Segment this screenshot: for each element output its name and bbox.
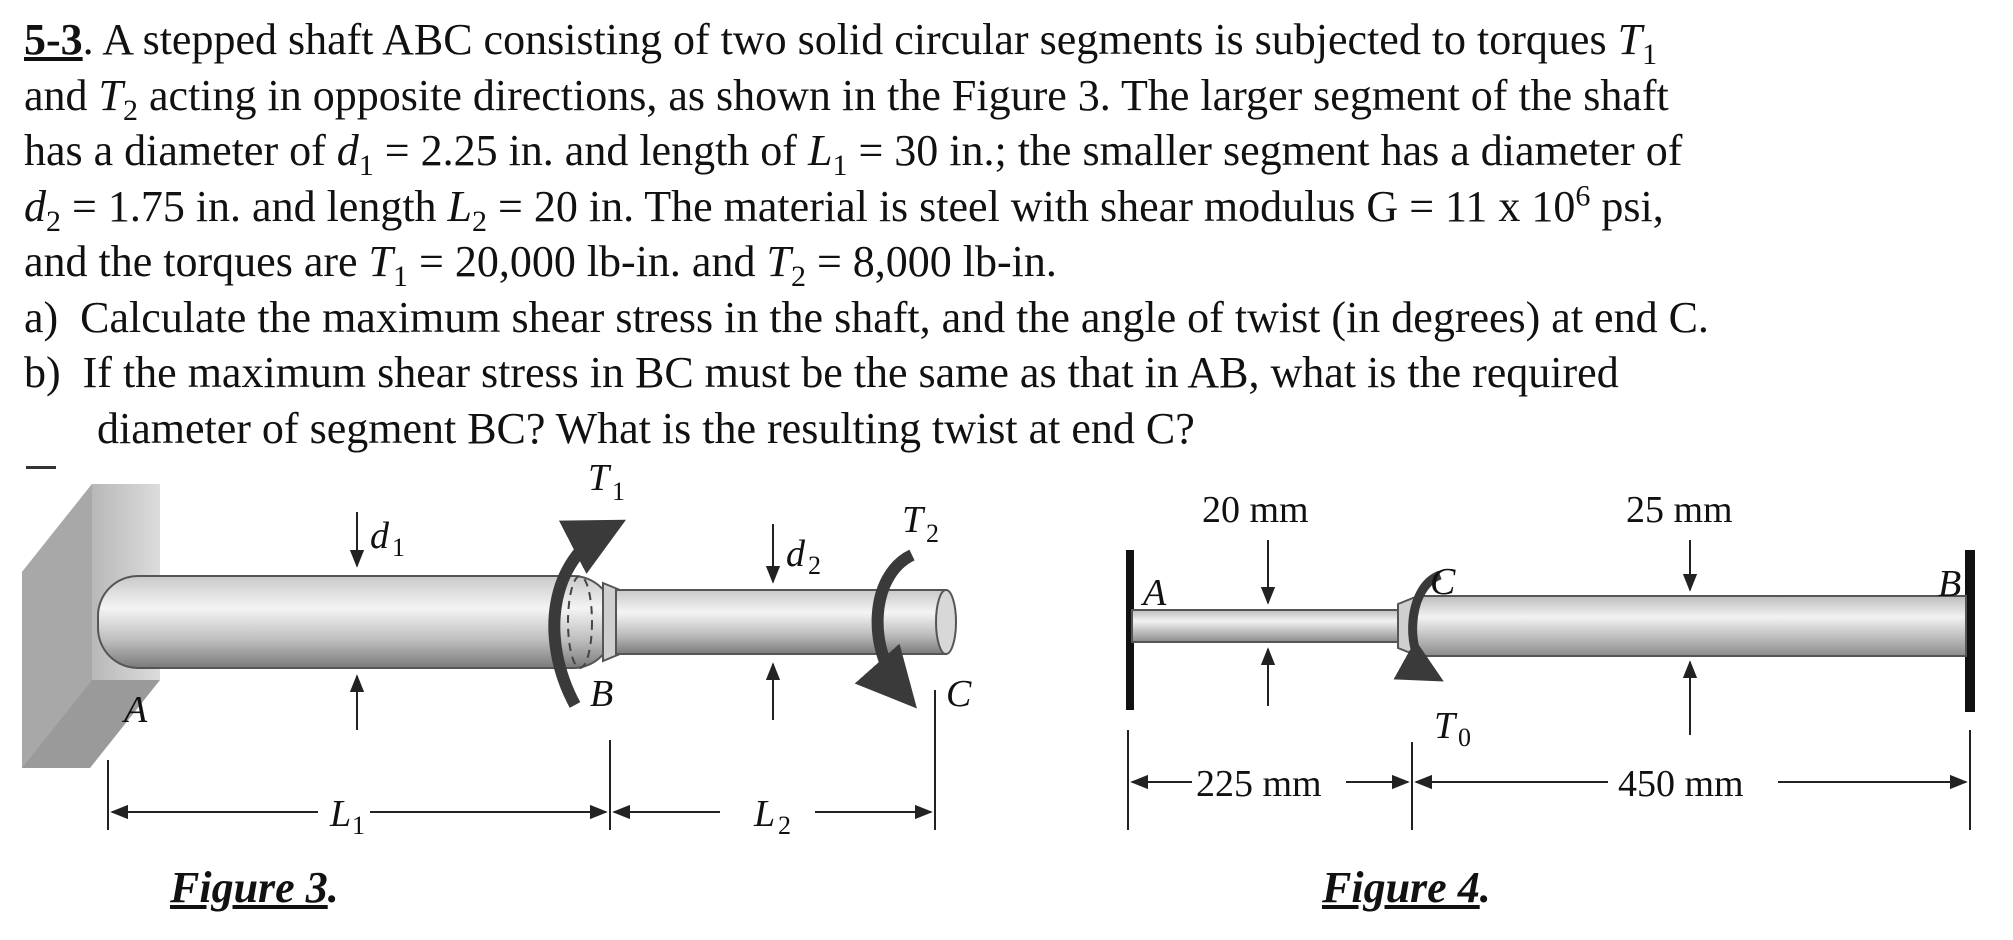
fig3-label-t2-sub: 2: [926, 519, 939, 548]
problem-text-part: = 30 in.; the smaller segment has a diameter of: [847, 126, 1683, 175]
fig3-label-b: B: [590, 673, 614, 715]
fig4-label-b: B: [1938, 563, 1962, 605]
fig3-label-l2-sub: 2: [778, 811, 791, 840]
problem-text-part: d: [24, 181, 46, 231]
problem-text-part: 2: [46, 204, 61, 238]
fig3-label-l2: L: [754, 793, 776, 835]
problem-text-part: 6: [1575, 178, 1591, 212]
problem-text-part: T: [766, 237, 791, 286]
part-b-line-1: b) If the maximum shear stress in BC must be the same as that in AB, what is the required: [24, 348, 1619, 397]
rod-segment-ac: [1132, 610, 1398, 642]
shaft-segment-bc: [603, 583, 956, 661]
fig3-label-t1-sub: 1: [612, 477, 625, 506]
fig3-label-t2: T: [902, 499, 924, 541]
rod-segment-cb: [1416, 596, 1966, 656]
problem-text-part: and the torques are: [24, 237, 369, 286]
fig4-label-t0-sub: 0: [1458, 723, 1471, 752]
shaft-segment-ab: [98, 576, 613, 668]
figure-4-caption: Figure 4.: [1322, 863, 1491, 912]
problem-text-part: = 2.25 in. and length of: [373, 126, 808, 175]
problem-text-part: 2: [790, 259, 806, 293]
problem-text-part: 1: [358, 148, 374, 182]
problem-text-part: 1: [832, 148, 848, 182]
fig4-diameter-right: 25 mm: [1626, 489, 1733, 531]
problem-text-part: psi,: [1590, 181, 1664, 231]
problem-text-part: and: [24, 70, 99, 120]
fig4-label-a: A: [1143, 572, 1167, 614]
problem-number: 5-3: [24, 15, 83, 64]
fig3-label-c: C: [946, 673, 972, 715]
fig4-label-t0: T: [1434, 705, 1456, 747]
problem-text-part: 1: [393, 259, 409, 293]
fig4-label-c: C: [1430, 561, 1456, 603]
problem-text-part: 2: [472, 204, 488, 238]
problem-text-part: = 1.75 in. and length: [61, 181, 448, 231]
problem-text-part: 2: [123, 93, 139, 127]
fig4-diameter-left: 20 mm: [1202, 489, 1309, 531]
problem-text-part: . A stepped shaft ABC consisting of two solid circular segments is subjected to torques: [82, 15, 1618, 64]
problem-text-part: 1: [1642, 37, 1658, 71]
problem-text-part: = 8,000 lb-in.: [805, 237, 1057, 286]
problem-text-part: = 20 in. The material is steel with shear modulus G = 11 x 10: [487, 181, 1576, 231]
fig3-label-d1-sub: 1: [392, 533, 405, 562]
problem-text-part: has a diameter of: [24, 126, 337, 175]
problem-text-part: = 20,000 lb-in. and: [408, 237, 767, 286]
problem-text-part: L: [807, 126, 833, 175]
problem-text-part: T: [1617, 15, 1643, 64]
fig3-label-d2-sub: 2: [808, 551, 821, 580]
problem-text-part: acting in opposite directions, as shown in the Figure 3. The larger segment of the shaft: [138, 70, 1669, 120]
fig3-label-d2: d: [786, 533, 805, 575]
figure-3-caption: Figure 3.: [170, 863, 339, 912]
problem-text-part: d: [336, 126, 359, 175]
fig4-length-left: 225 mm: [1196, 763, 1322, 805]
fig3-label-l1: L: [330, 793, 352, 835]
fig3-label-t1: T: [588, 457, 610, 499]
part-a: a) Calculate the maximum shear stress in the shaft, and the angle of twist (in degrees) at end C.: [24, 292, 1709, 342]
problem-text-part: L: [447, 181, 473, 231]
problem-text-part: T: [98, 70, 124, 120]
fig3-label-l1-sub: 1: [352, 811, 365, 840]
fig3-label-d1: d: [370, 515, 389, 557]
fig4-length-right: 450 mm: [1618, 763, 1744, 805]
part-b-line-2: diameter of segment BC? What is the resulting twist at end C?: [97, 403, 1195, 453]
fig3-label-a: A: [124, 689, 148, 731]
problem-text-part: T: [368, 237, 394, 286]
